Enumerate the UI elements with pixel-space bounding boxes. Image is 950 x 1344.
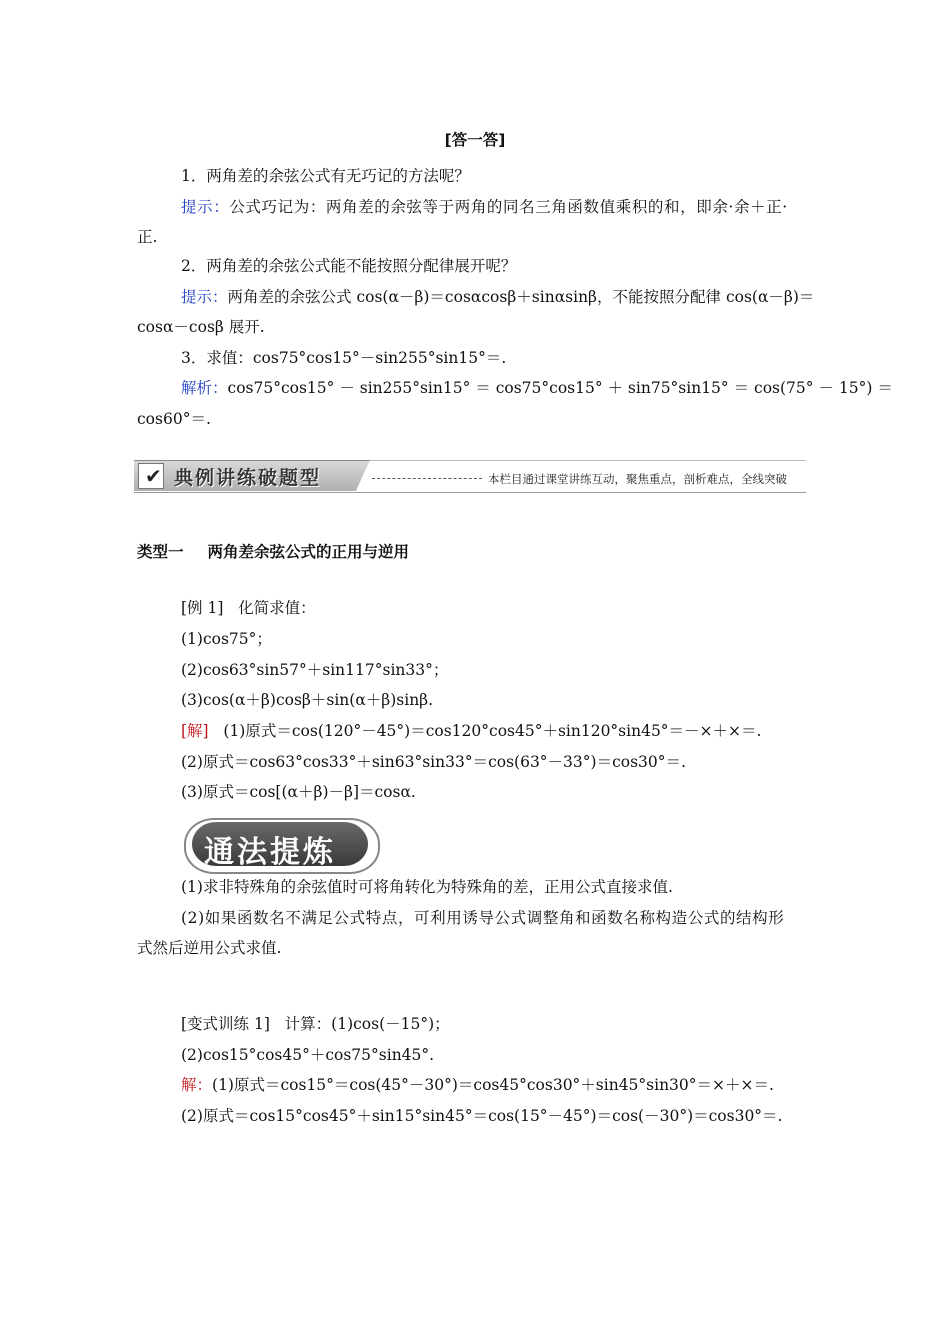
- question-2: 2．两角差的余弦公式能不能按照分配律展开呢？: [181, 257, 517, 275]
- type-title: 两角差余弦公式的正用与逆用: [207, 543, 410, 561]
- method-2: (2)如果函数名不满足公式特点，可利用诱导公式调整角和函数名称构造公式的结构形: [181, 909, 785, 927]
- question-3: 3．求值：cos75°cos15°－sin255°sin15°＝.: [181, 349, 507, 367]
- solution-label: [解]: [181, 722, 209, 740]
- answer-3: [181, 378, 893, 398]
- answer-1-text: 公式巧记为：两角差的余弦等于两角的同名三角函数值乘积的和，即余·余＋正·: [229, 198, 788, 216]
- example-prompt: 化简求值：: [238, 599, 316, 617]
- example-part-1: (1)cos75°；: [181, 630, 272, 648]
- section-banner: [134, 458, 806, 494]
- solution-2: (2)原式＝cos63°cos33°＋sin63°sin33°＝cos(63°－33°)＝cos30°＝.: [181, 753, 686, 771]
- answer-2-continued: cosα－cosβ 展开.: [137, 318, 265, 336]
- answer-2-text: 两角差的余弦公式 cos(α－β)＝cosαcosβ＋sinαsinβ，不能按照分配律 cos(α－β)＝: [227, 288, 815, 306]
- banner-top-line: [362, 460, 806, 461]
- variant-solution-2: (2)原式＝cos15°cos45°＋sin15°sin45°＝cos(15°－45°)＝cos(－30°)＝cos30°＝.: [181, 1107, 783, 1125]
- solution-3: (3)原式＝cos[(α＋β)－β]＝cosα.: [181, 783, 416, 801]
- example-part-2: (2)cos63°sin57°＋sin117°sin33°；: [181, 661, 449, 679]
- answer-1-continued: 正.: [137, 228, 158, 246]
- banner-note: 本栏目通过课堂讲练互动，聚焦重点，剖析难点，全线突破: [488, 472, 787, 486]
- checkmark-icon: ✔: [138, 463, 164, 489]
- type-label: 类型一: [137, 543, 184, 561]
- hint-label: 提示：: [181, 288, 228, 306]
- method-badge-text: 通法提炼: [204, 835, 336, 870]
- banner-dashed-line: [372, 478, 482, 479]
- example-part-3: (3)cos(α＋β)cosβ＋sin(α＋β)sinβ.: [181, 691, 434, 709]
- answer-1: [181, 197, 788, 217]
- hint-label: 提示：: [181, 198, 230, 216]
- method-2-continued: 式然后逆用公式求值.: [137, 939, 282, 957]
- question-1: 1．两角差的余弦公式有无巧记的方法呢？: [181, 167, 470, 185]
- variant-solution-label: 解：: [181, 1076, 213, 1094]
- example-1-header: [181, 598, 316, 618]
- answer-3-text: cos75°cos15° － sin255°sin15° ＝ cos75°cos15° ＋ sin75°sin15° ＝ cos(75° － 15°) ＝: [227, 379, 893, 397]
- analysis-label: 解析：: [181, 379, 228, 397]
- variant-1-header: [181, 1014, 450, 1034]
- answer-3-continued: cos60°＝.: [137, 410, 211, 428]
- variant-tag: [变式训练 1]: [181, 1015, 270, 1033]
- variant-solution-1: [181, 1075, 774, 1095]
- section-title: [答一答]: [444, 131, 506, 149]
- method-1: (1)求非特殊角的余弦值时可将角转化为特殊角的差，正用公式直接求值.: [181, 878, 673, 896]
- variant-solution-1-text: (1)原式＝cos15°＝cos(45°－30°)＝cos45°cos30°＋sin45°sin30°＝×＋×＝.: [212, 1076, 774, 1094]
- banner-title: 典例讲练破题型: [174, 467, 322, 489]
- variant-prompt: 计算：(1)cos(－15°)；: [284, 1015, 450, 1033]
- type-heading: [137, 540, 409, 562]
- solution-1: [181, 721, 761, 741]
- solution-1-text: (1)原式＝cos(120°－45°)＝cos120°cos45°＋sin120°sin45°＝－×＋×＝.: [223, 722, 762, 740]
- example-tag: [例 1]: [181, 599, 224, 617]
- variant-part-2: (2)cos15°cos45°＋cos75°sin45°.: [181, 1046, 435, 1064]
- method-badge: [184, 814, 379, 872]
- banner-underline: [134, 492, 806, 493]
- answer-2: [181, 287, 814, 307]
